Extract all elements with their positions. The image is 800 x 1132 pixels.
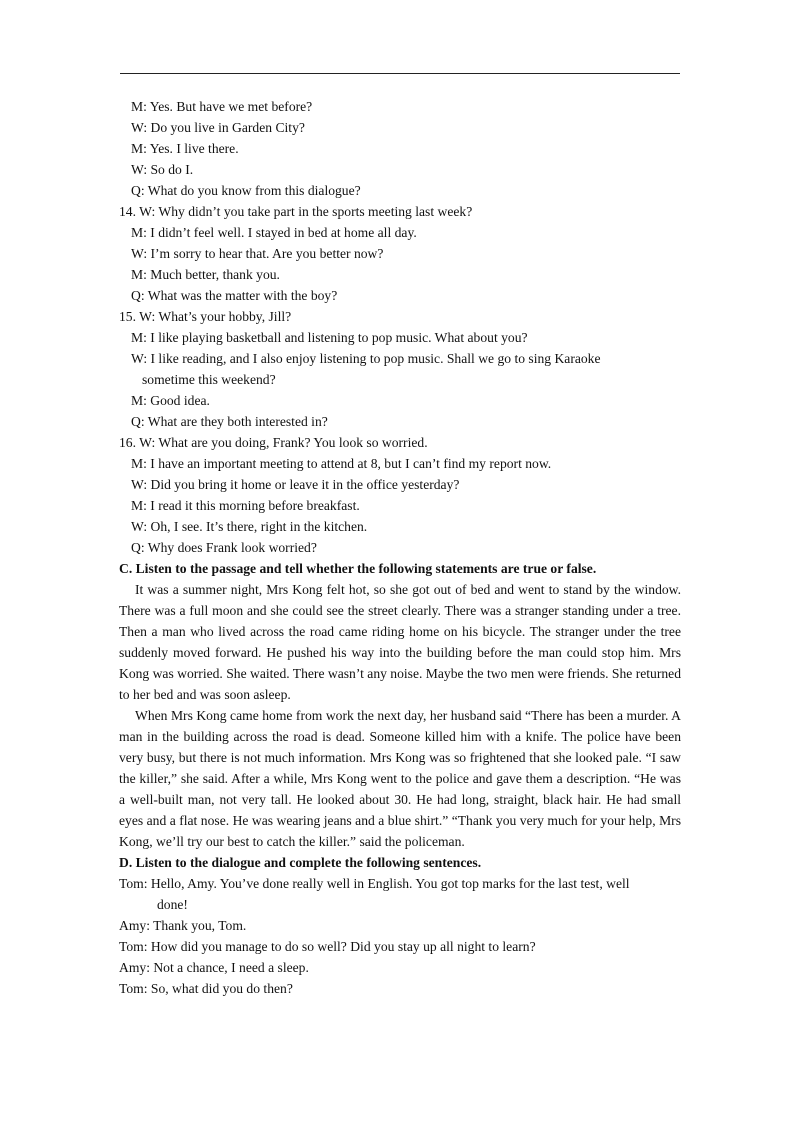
section-c <box>119 558 681 852</box>
dialogue-question: Q: What are they both interested in? <box>131 414 328 429</box>
dialogue-line: M: I have an important meeting to attend at 8, but I can’t find my report now. <box>131 456 552 471</box>
dialogue-line: M: I didn’t feel well. I stayed in bed at home all day. <box>131 225 417 240</box>
dialogue-line: Tom: So, what did you do then? <box>119 981 293 996</box>
dialogue-line: Tom: Hello, Amy. You’ve done really well in English. You got top marks for the last test, well <box>119 876 630 891</box>
paragraph-text: It was a summer night, Mrs Kong felt hot, so she got out of bed and went to stand by the window. There was a full moon and she could see the street clearly. There was a stranger standing under a tree. Then a man who lived across the road came riding home on his bicycle. The stranger under the tree suddenly moved forward. He pushed his way into the building before the man could stop him. Mrs Kong was worried. She waited. There wasn’t any noise. Maybe the two men were friends. She returned to her bed and was soon asleep. <box>119 582 681 702</box>
dialogue-16 <box>119 432 681 558</box>
dialogue-line: W: I’m sorry to hear that. Are you better now? <box>131 246 384 261</box>
passage-paragraph <box>119 705 681 852</box>
dialogue-line: Amy: Not a chance, I need a sleep. <box>119 960 309 975</box>
dialogue-head: 15. W: What’s your hobby, Jill? <box>119 309 292 324</box>
dialogue-14 <box>119 201 681 306</box>
section-heading: C. Listen to the passage and tell whether the following statements are true or false. <box>119 561 597 576</box>
dialogue-line: M: I read it this morning before breakfast. <box>131 498 360 513</box>
dialogue-question: Q: What was the matter with the boy? <box>131 288 338 303</box>
section-heading: D. Listen to the dialogue and complete the following sentences. <box>119 855 482 870</box>
dialogue-line: M: Much better, thank you. <box>131 267 280 282</box>
dialogue-line: W: So do I. <box>131 162 194 177</box>
dialogue-line: W: Do you live in Garden City? <box>131 120 305 135</box>
passage-paragraph <box>119 579 681 705</box>
dialogue-line: W: Oh, I see. It’s there, right in the kitchen. <box>131 519 368 534</box>
dialogue-line: M: Good idea. <box>131 393 210 408</box>
dialogue-line-continued: sometime this weekend? <box>142 372 276 387</box>
dialogue-line: Amy: Thank you, Tom. <box>119 918 247 933</box>
dialogue-13 <box>119 96 681 201</box>
dialogue-head: 14. W: Why didn’t you take part in the sports meeting last week? <box>119 204 473 219</box>
paragraph-text: When Mrs Kong came home from work the next day, her husband said “There has been a murder. A man in the building across the road is dead. Someone killed him with a knife. The police have been very busy, but there is not much information. Mrs Kong was so frightened that she looked pale. “I saw the killer,” she said. After a while, Mrs Kong went to the police and gave them a description. “He was a well-built man, not very tall. He looked about 30. He had long, straight, black hair. He had small eyes and a flat nose. He was wearing jeans and a blue shirt.” “Thank you very much for your help, Mrs Kong, we’ll try our best to catch the killer.” said the policeman. <box>119 708 681 849</box>
dialogue-line: W: I like reading, and I also enjoy listening to pop music. Shall we go to sing Karaoke <box>131 351 601 366</box>
dialogue-line: M: Yes. But have we met before? <box>131 99 313 114</box>
dialogue-line: Tom: How did you manage to do so well? Did you stay up all night to learn? <box>119 939 536 954</box>
dialogue-line-continued: done! <box>157 897 188 912</box>
dialogue-line: M: I like playing basketball and listening to pop music. What about you? <box>131 330 528 345</box>
section-d <box>119 852 681 999</box>
dialogue-question: Q: Why does Frank look worried? <box>131 540 317 555</box>
dialogue-head: 16. W: What are you doing, Frank? You look so worried. <box>119 435 428 450</box>
page-content <box>119 96 681 999</box>
dialogue-15 <box>119 306 681 432</box>
dialogue-line: M: Yes. I live there. <box>131 141 239 156</box>
header-rule <box>120 73 680 74</box>
dialogue-line: W: Did you bring it home or leave it in the office yesterday? <box>131 477 460 492</box>
dialogue-question: Q: What do you know from this dialogue? <box>131 183 361 198</box>
